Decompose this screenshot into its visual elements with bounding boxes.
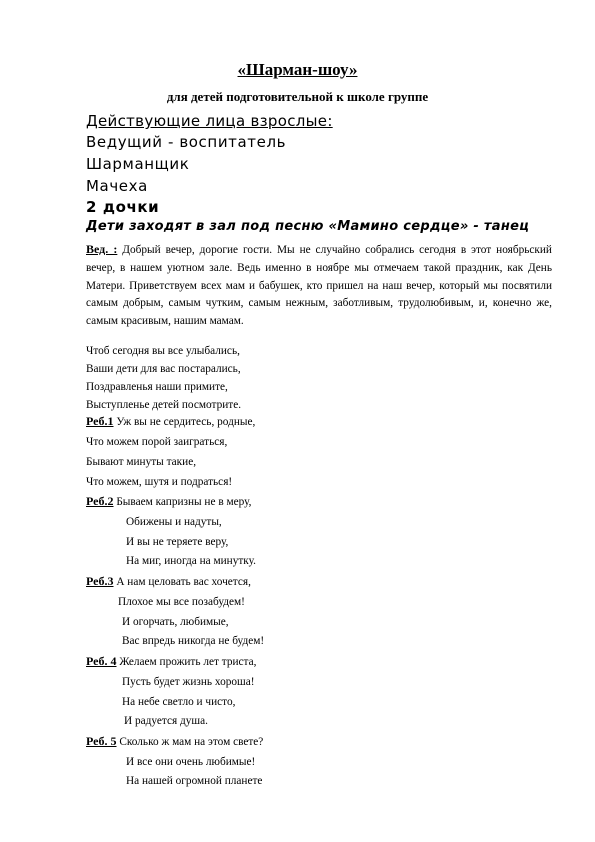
speaker-label: Реб. 4: [86, 654, 117, 668]
verse-line: [122, 614, 229, 629]
verse-text: Чтоб сегодня вы все улыбались,: [86, 345, 240, 357]
verse-text: Пусть будет жизнь хороша!: [122, 676, 255, 688]
verse-line: [86, 474, 232, 489]
intro-text: Добрый вечер, дорогие гости. Мы не случайно собрались сегодня в этот ноябрьский вечер, в нашем уютном зале. Ведь именно в ноябре мы отмечаем такой праздник, как День Матери. Приветствуем всех мам и бабушек, кто пришел на наш вечер, который мы посвятили самым добрым, самым чутким, самым нежным, заботливым, трудолюбивым, и, конечно же, самым красивым, нашим мамам.: [86, 244, 552, 328]
verse-text: Обижены и надуты,: [126, 516, 222, 528]
cast-heading: Действующие лица взрослые:: [86, 112, 333, 130]
verse-text: Уж вы не сердитесь, родные,: [113, 416, 256, 428]
verse-line: [86, 397, 241, 412]
verse-text: Поздравленья наши примите,: [86, 381, 228, 393]
verse-text: На нашей огромной планете: [126, 775, 263, 787]
verse-text: Что можем, шутя и подраться!: [86, 476, 233, 488]
verse-line: [86, 361, 241, 376]
verse-text: И все они очень любимые!: [126, 756, 256, 768]
verse-line: [118, 594, 245, 609]
intro-paragraph: [86, 241, 552, 331]
verse-line: [126, 754, 255, 769]
document-title: «Шарман-шоу»: [237, 60, 358, 79]
verse-line: [126, 773, 262, 788]
cast-item-stepmother: Мачеха: [86, 177, 148, 195]
cast-item-daughters: 2 дочки: [86, 198, 160, 216]
verse-text: А нам целовать вас хочется,: [113, 576, 251, 588]
verse-line: [122, 674, 254, 689]
verse-line: [122, 633, 264, 648]
verse-text: И радуется душа.: [124, 715, 208, 727]
verse-text: Что можем порой заиграться,: [86, 436, 228, 448]
verse-text: Сколько ж мам на этом свете?: [116, 736, 264, 748]
verse-text: Желаем прожить лет триста,: [116, 656, 257, 668]
stage-direction: Дети заходят в зал под песню «Мамино сердце» - танец: [86, 219, 530, 234]
verse-text: Бываем капризны не в меру,: [113, 496, 252, 508]
verse-line: [126, 534, 228, 549]
verse-text: И вы не теряете веру,: [126, 536, 229, 548]
verse-text: На миг, иногда на минутку.: [126, 555, 256, 567]
verse-line: [126, 553, 256, 568]
verse-line: [86, 379, 228, 394]
verse-text: Вас впредь никогда не будем!: [122, 635, 265, 647]
verse-text: На небе светло и чисто,: [122, 696, 236, 708]
verse-text: Бывают минуты такие,: [86, 456, 197, 468]
speaker-label: Реб.2: [86, 494, 114, 508]
verse-line: [86, 734, 263, 749]
cast-item-host: Ведущий - воспитатель: [86, 133, 287, 151]
verse-text: Ваши дети для вас постарались,: [86, 363, 241, 375]
speaker-label: Реб.1: [86, 414, 114, 428]
verse-line: [86, 454, 196, 469]
verse-line: [126, 514, 222, 529]
document-subtitle: для детей подготовительной к школе группе: [166, 89, 429, 104]
verse-line: [86, 494, 251, 509]
cast-item-organ-grinder: Шарманщик: [86, 155, 190, 173]
verse-line: [86, 414, 255, 429]
verse-line: [86, 654, 256, 669]
verse-line: [86, 343, 240, 358]
speaker-label: Реб.3: [86, 574, 114, 588]
verse-line: [86, 434, 227, 449]
verse-line: [86, 574, 251, 589]
verse-text: Выступленье детей посмотрите.: [86, 399, 242, 411]
verse-line: [124, 713, 208, 728]
speaker-label: Вед. :: [86, 242, 118, 256]
speaker-label: Реб. 5: [86, 734, 117, 748]
verse-line: [122, 694, 235, 709]
verse-text: Плохое мы все позабудем!: [118, 596, 245, 608]
verse-text: И огорчать, любимые,: [122, 616, 229, 628]
